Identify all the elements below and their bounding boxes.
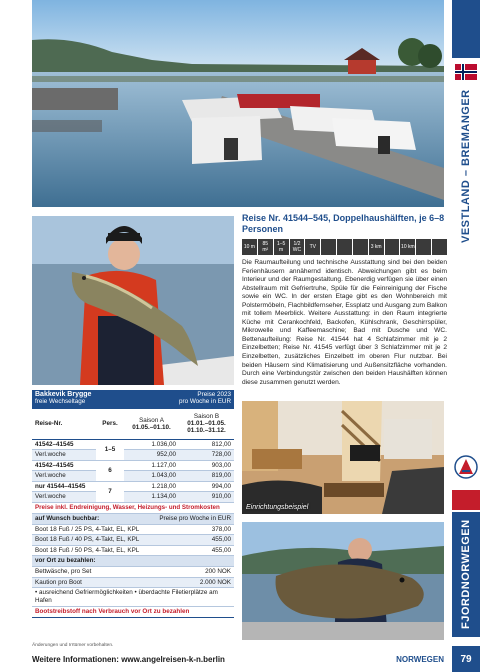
extras-unit: Preise pro Woche in EUR: [159, 514, 231, 522]
price-b-cell: 812,00: [179, 439, 234, 450]
col-season-b: [179, 409, 234, 439]
table-row: [32, 481, 234, 492]
angler-cod-photo: [32, 216, 234, 385]
season-price-table: [32, 409, 234, 503]
pers-cell: 6: [96, 460, 124, 481]
season-b-dates: 01.01.–01.05. 01.10.–31.12.: [187, 420, 226, 435]
boat-price: 455,00: [211, 536, 231, 543]
wifi-icon: [385, 239, 400, 255]
sea-distance-icon: 85 m²: [258, 239, 273, 255]
price-a-cell: 1.043,00: [124, 471, 179, 482]
disclaimer: Änderungen und Irrtümer vorbehalten.: [32, 643, 114, 648]
norway-flag-icon: [453, 64, 479, 80]
rooms-icon: 1/2 WC: [290, 239, 305, 255]
price-unit: pro Woche in EUR: [178, 398, 231, 405]
page-footer: [32, 655, 444, 664]
trip-cell: nur 41544–41545: [32, 481, 96, 492]
local-price: 200 NOK: [205, 568, 231, 575]
size-icon: 1–5 m: [274, 239, 289, 255]
table-row: [32, 460, 234, 471]
angler-halibut-photo: [242, 522, 444, 640]
local-row: [32, 567, 234, 578]
table-row: [32, 492, 234, 503]
washing-icon: [337, 239, 352, 255]
price-a-cell: 1.127,00: [124, 460, 179, 471]
interior-caption: Einrichtungsbeispiel: [246, 504, 309, 511]
location-name: Bakkevik Brygge: [35, 391, 92, 398]
extras-title: auf Wunsch buchbar:: [35, 514, 100, 522]
local-header: [32, 556, 234, 567]
facilities-bullets: • ausreichend Gefriermöglichkeiten • überdachte Filetierplätze am Hafen: [32, 588, 234, 607]
footer-info[interactable]: Weitere Informationen: www.angelreisen-k-n.berlin: [32, 655, 225, 664]
footer-country: NORWEGEN: [396, 655, 444, 664]
pets-icon: [416, 239, 431, 255]
shop-icon: 10 km: [400, 239, 415, 255]
price-b-cell: 728,00: [179, 450, 234, 461]
season-a-dates: 01.05.–01.10.: [132, 423, 171, 431]
table-row: [32, 439, 234, 450]
price-a-cell: 952,00: [124, 450, 179, 461]
boat-row: [32, 546, 234, 557]
right-sidebar: [452, 0, 480, 672]
price-b-cell: 819,00: [179, 471, 234, 482]
trip-cell: 41542–41545: [32, 460, 96, 471]
local-label: Kaution pro Boot: [35, 578, 82, 586]
price-b-cell: 994,00: [179, 481, 234, 492]
boat-label: Boot 18 Fuß / 50 PS, 4-Takt, EL, KPL: [35, 546, 140, 554]
extras-header: [32, 514, 234, 525]
trip-cell: Verl.woche: [32, 471, 96, 482]
column-headers: [32, 409, 234, 439]
table-row: [32, 471, 234, 482]
price-a-cell: 1.134,00: [124, 492, 179, 503]
harbour-photo: [32, 0, 444, 207]
price-a-cell: 1.218,00: [124, 481, 179, 492]
german-tv-icon: [321, 239, 336, 255]
pers-cell: 7: [96, 481, 124, 502]
fuel-note: Bootstreibstoff nach Verbrauch vor Ort zu bezahlen: [32, 607, 234, 618]
boat-label: Boot 18 Fuß / 25 PS, 4-Takt, EL, KPL: [35, 525, 140, 533]
col-pers: Pers.: [96, 409, 124, 439]
page-number: 79: [452, 646, 480, 672]
boat-label: Boot 18 Fuß / 40 PS, 4-Takt, EL, KPL: [35, 536, 140, 543]
price-b-cell: 910,00: [179, 492, 234, 503]
price-year: Preise 2023: [197, 391, 231, 398]
included-note: Preise inkl. Endreinigung, Wasser, Heizungs- und Stromkosten: [32, 503, 234, 514]
hiking-icon: [432, 239, 447, 255]
location-sub: freie Wechseltage: [35, 398, 86, 405]
boat-row: [32, 535, 234, 546]
local-label: Bettwäsche, pro Set: [35, 568, 92, 575]
pers-cell: 1–5: [96, 439, 124, 460]
boat-price: 455,00: [211, 546, 231, 554]
sidebar-red-bar: [452, 490, 480, 510]
tv-icon: TV: [305, 239, 320, 255]
trip-cell: Verl.woche: [32, 450, 96, 461]
col-trip: Reise-Nr.: [32, 409, 96, 439]
trip-cell: Verl.woche: [32, 492, 96, 503]
price-table: [32, 390, 234, 618]
local-price: 2.000 NOK: [199, 578, 231, 586]
local-row: [32, 578, 234, 589]
col-season-a: [124, 409, 179, 439]
boat-distance-icon: 10 m: [242, 239, 257, 255]
listing-title: Reise Nr. 41544–545, Doppelhaushälften, je 6–8 Personen: [242, 213, 445, 234]
freezer-icon: [353, 239, 368, 255]
price-a-cell: 1.036,00: [124, 439, 179, 450]
amenity-icons: [242, 239, 447, 255]
listing-description: Die Raumaufteilung und technische Ausstattung sind bei den beiden Ferienhäusern annähernd identisch. Abweichungen gibt es beim Interieur und der Raumgestaltung. Ebenerdig verfügen sie über einen Abstellraum mit Gefriertruhe, Spüle für die Feinreinigung der Fische sowie ein WC. In der ersten Etage gibt es den Wohnbereich mit Polstermöbeln, Flachbildfernseher, Essplatz und Ausgang zum Balkon mit tollem Meerblick. Weitere Ausstattung: in den Raum integrierte Küche mit Cerankochfeld, Backofen, Kühlschrank, Geschirrspüler, Mikrowelle und Kaffeemaschine; Bad mit Dusche und WC. Bettenaufteilung: Reise Nr. 41544 hat 4 Schlafzimmer mit je 2 Einzelbetten; Reise Nr. 41545 verfügt über 3 Schlafzimmer mit je 2 Einzelbetten, zusätzliches Einzelbett im oberen Flur nutzbar. Bei beiden Häusern sind Klimatisierung und Außensitzfläche vorhanden. Durch eine Verbindungstür zwischen den beiden Haushälften können diese zusammen genutzt werden.: [242, 259, 447, 386]
sidebar-top-bar: [452, 0, 480, 58]
local-title: vor Ort zu bezahlen:: [35, 557, 96, 564]
table-row: [32, 450, 234, 461]
price-b-cell: 903,00: [179, 460, 234, 471]
brand-logo-icon: [454, 455, 478, 479]
boat-price: 378,00: [211, 525, 231, 533]
boat-row: [32, 525, 234, 536]
season-b-label: Saison B: [193, 413, 220, 421]
region-label: VESTLAND – BREMANGER: [460, 89, 472, 243]
season-a-label: Saison A: [139, 416, 164, 424]
interior-photo: [242, 401, 444, 514]
price-table-header: [32, 390, 234, 409]
section-label: FJORDNORWEGEN: [452, 512, 480, 637]
trip-cell: 41542–41545: [32, 439, 96, 450]
fish-room-icon: 3 km: [369, 239, 384, 255]
